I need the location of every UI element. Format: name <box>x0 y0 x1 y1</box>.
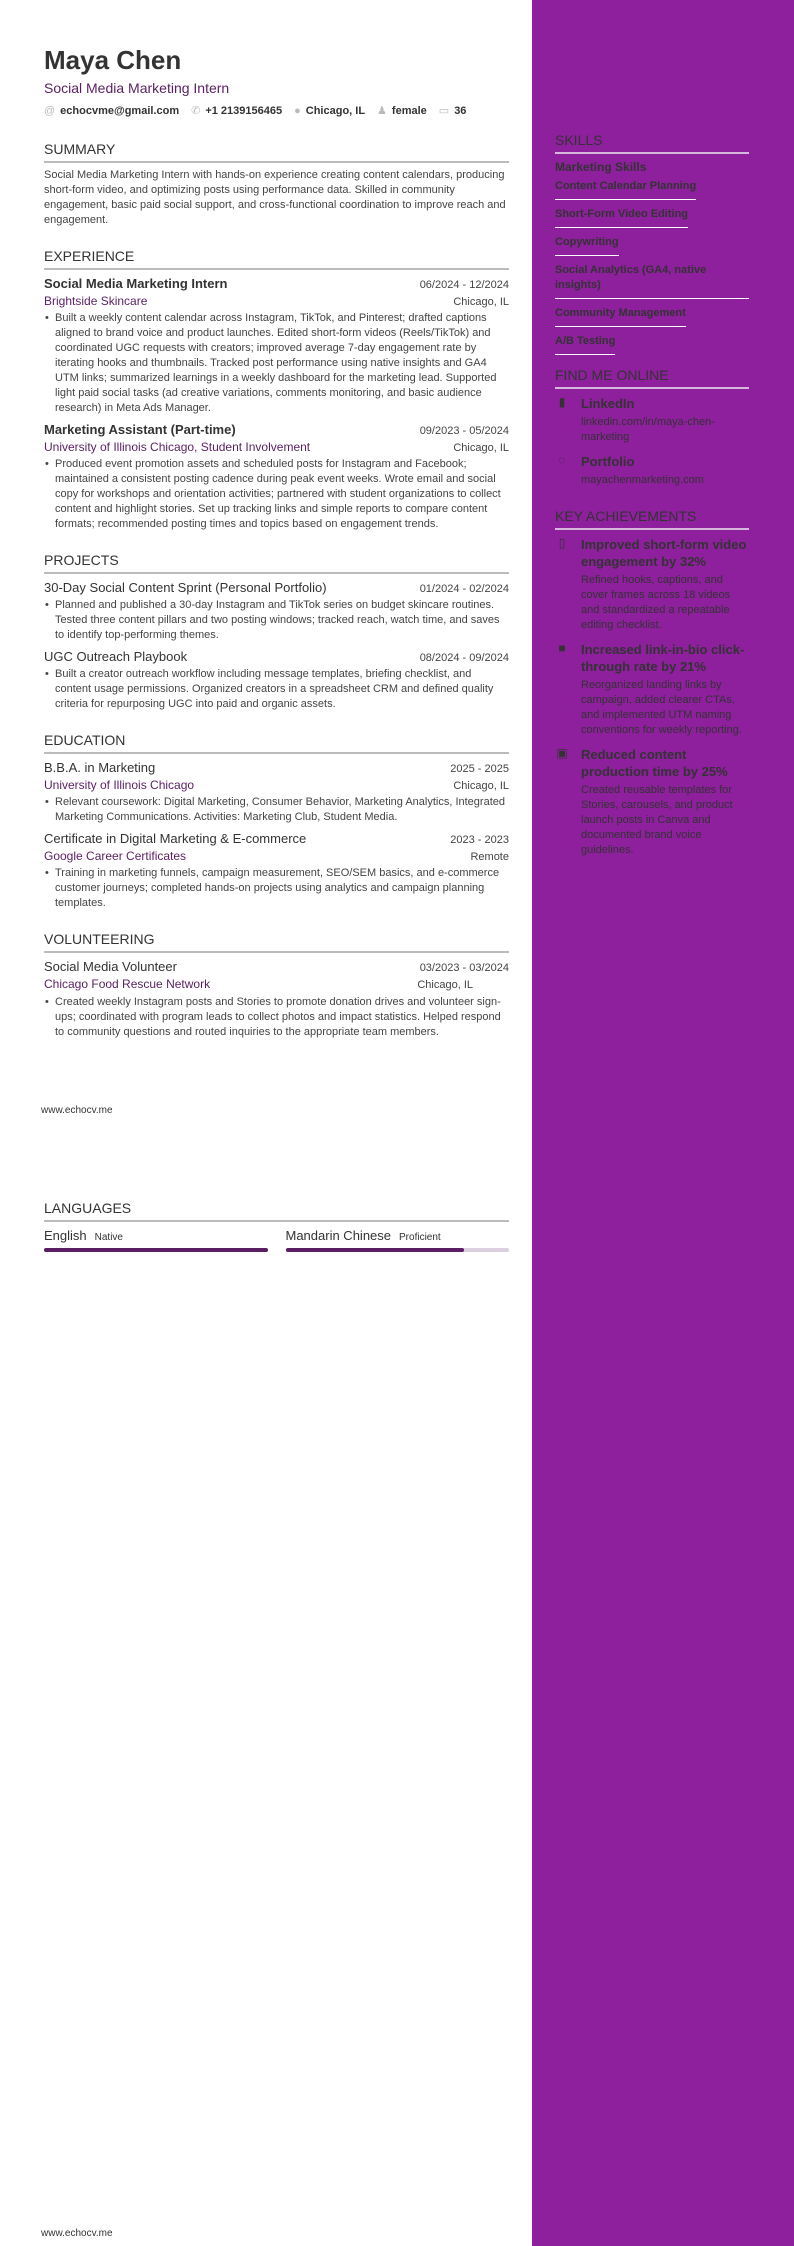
globe-icon: ◌ <box>558 453 566 467</box>
language-item <box>44 1227 268 1252</box>
job-title: Social Media Marketing Intern <box>44 276 228 291</box>
project-name: UGC Outreach Playbook <box>44 649 188 664</box>
experience-section <box>44 248 509 532</box>
online-section <box>555 367 749 496</box>
section-heading: LANGUAGES <box>44 1200 509 1222</box>
volunteering-section <box>44 931 509 1040</box>
briefcase-icon: ■ <box>558 641 566 655</box>
achievement-title: Reduced content production time by 25% <box>581 747 728 779</box>
edu-dates: 2025 - 2025 <box>450 763 509 775</box>
company: Brightside Skincare <box>44 294 148 308</box>
location-icon: ● <box>294 104 301 117</box>
job-dates: 09/2023 - 05/2024 <box>419 425 509 437</box>
gender: female <box>391 105 427 117</box>
online-link[interactable]: linkedin.com/in/maya-chen-marketing <box>581 416 715 443</box>
summary-section <box>44 141 509 228</box>
bullet: • Built a weekly content calendar across Instagram, TikTok, and Pinterest; drafted captions aligned to brand voice and product launches. Edited short-form videos (Reels/TikTok) and coordinated UGC requests with creators; improved average 7-day engagement rate by iterating hooks and thumbnails. Tracked post performance using native insights and GA4 UTM links; summarized learnings in a weekly dashboard for the marketing lead. Supported light paid social tasks (ad creative variations, comments monitoring, and basic audience research) in Meta Ads Manager. <box>44 311 509 416</box>
bullet: • Planned and published a 30-day Instagram and TikTok series on budget skincare routines. Tested three content pillars and two posting windows; tracked reach, watch time, and saves to identify top-performing themes. <box>44 598 509 643</box>
language-bar <box>286 1248 510 1252</box>
achievement-title: Increased link-in-bio click-through rate by 21% <box>581 642 745 674</box>
job-location: Chicago, IL <box>453 442 509 454</box>
section-heading: SKILLS <box>555 132 749 154</box>
email-icon: @ <box>44 104 56 117</box>
section-heading: SUMMARY <box>44 141 509 163</box>
job-title: Marketing Assistant (Part-time) <box>44 422 236 437</box>
volunteer-role: Social Media Volunteer <box>44 959 177 974</box>
bullet: • Relevant coursework: Digital Marketing, Consumer Behavior, Marketing Analytics, Integrated Marketing Communications. Activities: Marketing Club, Student Media. <box>44 795 509 825</box>
clipboard-icon: ▮ <box>558 395 566 409</box>
skills-section <box>555 132 749 359</box>
age: 36 <box>454 105 467 117</box>
location: Chicago, IL <box>305 104 366 117</box>
phone[interactable]: +1 2139156465 <box>205 105 283 117</box>
achievement-desc: Reorganized landing links by campaign, added clearer CTAs, and implemented UTM naming conventions for weekly reporting. <box>581 679 742 736</box>
calendar-icon: ▣ <box>556 746 568 760</box>
footer-site[interactable]: www.echocv.me <box>41 2228 113 2239</box>
online-item[interactable] <box>555 395 749 445</box>
education-entry <box>44 831 509 911</box>
skill-item: Social Analytics (GA4, native insights) <box>555 260 749 299</box>
bullet: • Built a creator outreach workflow including message templates, briefing checklist, and content usage permissions. Organized creators in a spreadsheet CRM and defined quality criteria for repurposing UGC into paid and organic assets. <box>44 667 509 712</box>
online-label: Portfolio <box>581 454 635 469</box>
school: Google Career Certificates <box>44 849 187 863</box>
footer-site[interactable]: www.echocv.me <box>41 1105 113 1116</box>
language-bar <box>44 1248 268 1252</box>
volunteer-dates: 03/2023 - 03/2024 <box>419 962 509 974</box>
bullet: • Produced event promotion assets and scheduled posts for Instagram and Facebook; maintained a consistent posting cadence during peak event weeks. Wrote email and social copy for workshops and orientation activities; partnered with student organizations to collect content and highlight stories. Set up tracking links and simple reports to compare content formats; recommended posting times and topics based on engagement trends. <box>44 457 509 532</box>
person-icon: ♟ <box>377 105 387 117</box>
language-bar-fill <box>44 1248 268 1252</box>
achievement-title: Improved short-form video engagement by 32% <box>581 537 747 569</box>
achievements-section <box>555 508 749 866</box>
achievement-item <box>555 641 749 738</box>
section-heading: EXPERIENCE <box>44 248 509 270</box>
education-entry <box>44 760 509 825</box>
section-heading: EDUCATION <box>44 732 509 754</box>
section-heading: PROJECTS <box>44 552 509 574</box>
language-bar-fill <box>286 1248 465 1252</box>
project-dates: 08/2024 - 09/2024 <box>419 652 509 664</box>
section-heading: VOLUNTEERING <box>44 931 509 953</box>
achievement-item <box>555 536 749 633</box>
volunteer-location: Chicago, IL <box>417 979 473 991</box>
online-item[interactable] <box>555 453 749 488</box>
project-name: 30-Day Social Content Sprint (Personal Portfolio) <box>44 580 327 595</box>
language-item <box>286 1227 510 1252</box>
phone-icon: ✆ <box>191 105 201 117</box>
projects-section <box>44 552 509 712</box>
online-label: LinkedIn <box>581 396 635 411</box>
edu-location: Remote <box>470 851 509 863</box>
skill-item: Copywriting <box>555 232 619 256</box>
languages-section <box>44 1200 509 1252</box>
email[interactable]: echocvme@gmail.com <box>60 104 180 117</box>
achievement-desc: Refined hooks, captions, and cover frames across 18 videos and standardized a repeatable editing checklist. <box>581 574 731 631</box>
candidate-role: Social Media Marketing Intern <box>44 80 230 96</box>
experience-entry <box>44 422 509 532</box>
skill-category: Marketing Skills <box>555 160 647 174</box>
company: University of Illinois Chicago, Student Involvement <box>44 440 311 454</box>
school: University of Illinois Chicago <box>44 778 195 792</box>
candidate-name: Maya Chen <box>44 45 182 75</box>
degree: Certificate in Digital Marketing & E-commerce <box>44 831 307 846</box>
language-name: Mandarin Chinese <box>285 1228 392 1243</box>
volunteer-entry <box>44 959 509 1040</box>
language-level: Proficient <box>399 1232 441 1243</box>
language-name: English <box>44 1228 87 1243</box>
project-entry <box>44 580 509 643</box>
job-location: Chicago, IL <box>453 296 509 308</box>
section-heading: FIND ME ONLINE <box>555 367 749 389</box>
bullet: • Training in marketing funnels, campaign measurement, SEO/SEM basics, and e-commerce customer journeys; completed hands-on projects using analytics and campaign planning templates. <box>44 866 509 911</box>
calendar-icon: ▭ <box>438 105 450 117</box>
education-section <box>44 732 509 911</box>
project-dates: 01/2024 - 02/2024 <box>419 583 509 595</box>
edu-location: Chicago, IL <box>453 780 509 792</box>
skill-item: Content Calendar Planning <box>555 176 696 200</box>
skill-item: Short-Form Video Editing <box>555 204 688 228</box>
contact-row <box>44 104 509 117</box>
project-entry <box>44 649 509 712</box>
language-level: Native <box>94 1232 123 1243</box>
bullet: • Created weekly Instagram posts and Stories to promote donation drives and volunteer sign-ups; coordinated with program leads to collect photos and impact statistics. Helped respond to community questions and routed inquiries to the appropriate team members. <box>44 995 509 1040</box>
degree: B.B.A. in Marketing <box>44 760 156 775</box>
summary-text: Social Media Marketing Intern with hands-on experience creating content calendars, producing short-form video, and optimizing posts using performance data. Skilled in community engagement, basic paid social support, and cross-functional coordination to improve reach and engagement. <box>44 169 506 226</box>
skill-item: Community Management <box>555 303 686 327</box>
section-heading: KEY ACHIEVEMENTS <box>555 508 749 530</box>
main-column <box>44 44 509 1040</box>
achievement-item <box>555 746 749 858</box>
job-dates: 06/2024 - 12/2024 <box>419 279 509 291</box>
achievement-desc: Created reusable templates for Stories, carousels, and product launch posts in Canva and documented brand voice guidelines. <box>581 784 733 856</box>
experience-entry <box>44 276 509 416</box>
phone-icon: ▯ <box>558 536 566 550</box>
skill-item: A/B Testing <box>555 331 615 355</box>
edu-dates: 2023 - 2023 <box>450 834 509 846</box>
volunteer-org: Chicago Food Rescue Network <box>44 977 211 991</box>
online-link[interactable]: mayachenmarketing.com <box>581 474 704 486</box>
